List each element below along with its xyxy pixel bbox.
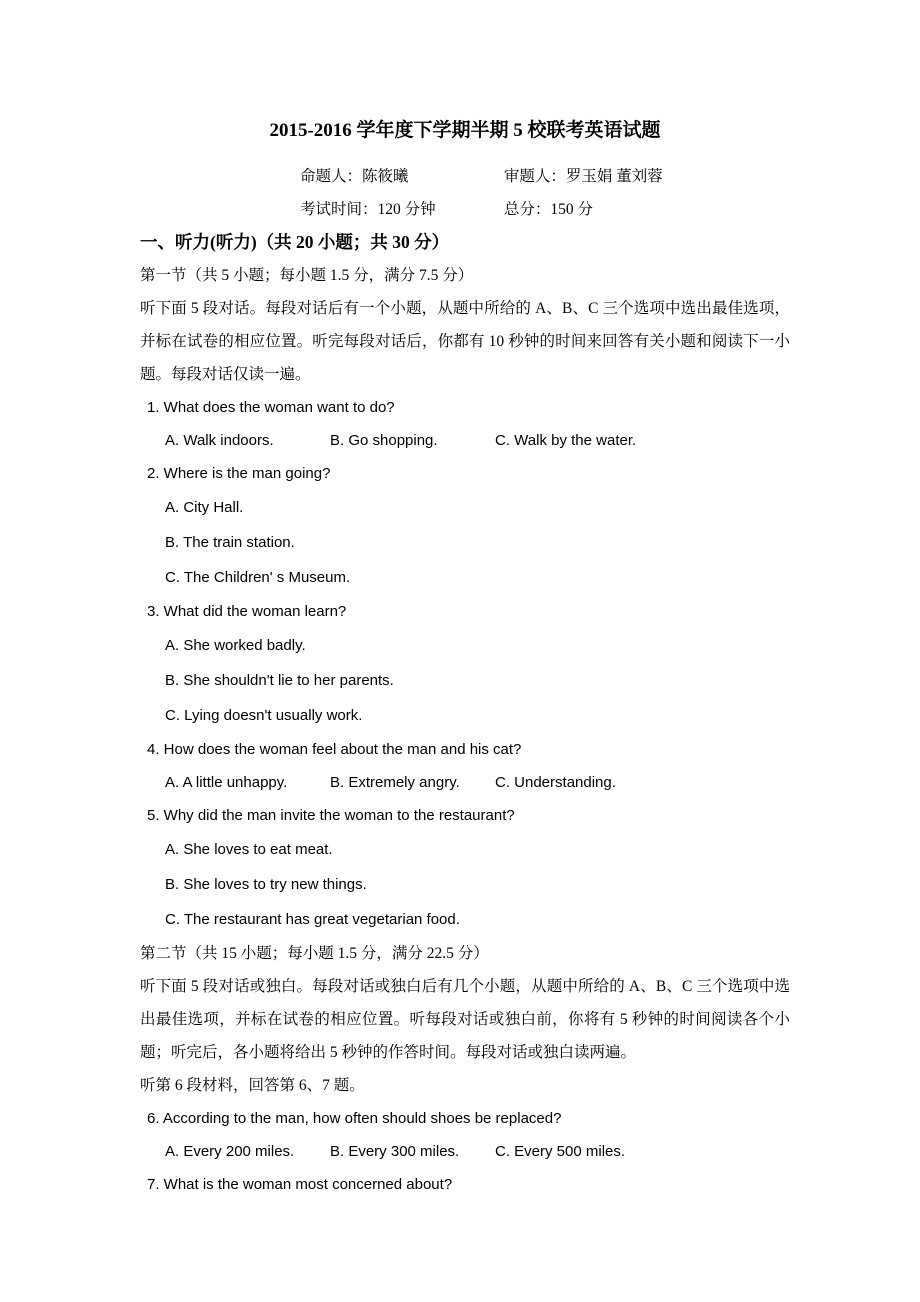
question-block xyxy=(140,1102,790,1168)
option: B. Every 300 miles. xyxy=(330,1143,460,1160)
options-row xyxy=(140,1135,790,1168)
option: A. City Hall. xyxy=(165,499,244,516)
meta-exam-duration: 考试时间：120 分钟 xyxy=(300,201,436,218)
option: B. Extremely angry. xyxy=(330,774,460,791)
options-row xyxy=(140,766,790,799)
meta-row xyxy=(140,193,790,226)
paragraph: 听下面 5 段对话。每段对话后有一个小题，从题中所给的 A、B、C 三个选项中选出最佳选项，并标在试卷的相应位置。听完每段对话后，你都有 10 秒钟的时间来回答有关小题和阅读下一小题。每段对话仅读一遍。 xyxy=(140,300,790,383)
option: A. Every 200 miles. xyxy=(165,1143,295,1160)
option: C. Understanding. xyxy=(495,774,616,791)
question-block xyxy=(140,733,790,799)
question-text: 1. What does the woman want to do? xyxy=(147,399,395,416)
section-heading: 一、听力(听力)（共 20 小题；共 30 分） xyxy=(140,232,450,252)
option: A. A little unhappy. xyxy=(165,774,288,791)
meta-section xyxy=(140,160,790,226)
option: C. The Children' s Museum. xyxy=(165,569,351,586)
question-block xyxy=(140,457,790,595)
paragraph: 听下面 5 段对话或独白。每段对话或独白后有几个小题，从题中所给的 A、B、C 三个选项中选出最佳选项，并标在试卷的相应位置。听每段对话或独白前，你将有 5 秒钟的时间阅读各个小题；听完后，各小题将给出 5 秒钟的作答时间。每段对话或独白读两遍。 xyxy=(140,978,790,1061)
question-block xyxy=(140,391,790,457)
option: B. The train station. xyxy=(165,534,295,551)
option: A. She loves to eat meat. xyxy=(165,841,333,858)
question-text: 2. Where is the man going? xyxy=(147,465,331,482)
page-title: 2015-2016 学年度下学期半期 5 校联考英语试题 xyxy=(269,120,661,141)
option: C. Walk by the water. xyxy=(495,432,637,449)
question-block xyxy=(140,595,790,733)
question-text: 5. Why did the man invite the woman to the restaurant? xyxy=(147,807,515,824)
question-text: 7. What is the woman most concerned about? xyxy=(147,1176,453,1193)
question-text: 4. How does the woman feel about the man and his cat? xyxy=(147,741,522,758)
option: C. The restaurant has great vegetarian food. xyxy=(165,911,460,928)
option: A. Walk indoors. xyxy=(165,432,274,449)
question-block xyxy=(140,1168,790,1201)
meta-reviewers: 审题人：罗玉娟 董刘蓉 xyxy=(503,168,663,185)
option: B. She loves to try new things. xyxy=(165,876,367,893)
note: 听第 6 段材料，回答第 6、7 题。 xyxy=(140,1077,365,1094)
document-body xyxy=(140,226,790,1201)
options-row xyxy=(140,424,790,457)
option: A. She worked badly. xyxy=(165,637,306,654)
meta-question-setter: 命题人：陈筱曦 xyxy=(300,168,409,185)
option: C. Every 500 miles. xyxy=(495,1143,626,1160)
option: C. Lying doesn't usually work. xyxy=(165,707,363,724)
option: B. She shouldn't lie to her parents. xyxy=(165,672,394,689)
meta-row xyxy=(140,160,790,193)
option: B. Go shopping. xyxy=(330,432,438,449)
sub-heading: 第二节（共 15 小题；每小题 1.5 分，满分 22.5 分） xyxy=(140,945,489,962)
meta-total-score: 总分：150 分 xyxy=(503,201,594,218)
question-text: 6. According to the man, how often should shoes be replaced? xyxy=(147,1110,562,1127)
question-text: 3. What did the woman learn? xyxy=(147,603,347,620)
sub-heading: 第一节（共 5 小题；每小题 1.5 分，满分 7.5 分） xyxy=(140,267,474,284)
question-block xyxy=(140,799,790,937)
